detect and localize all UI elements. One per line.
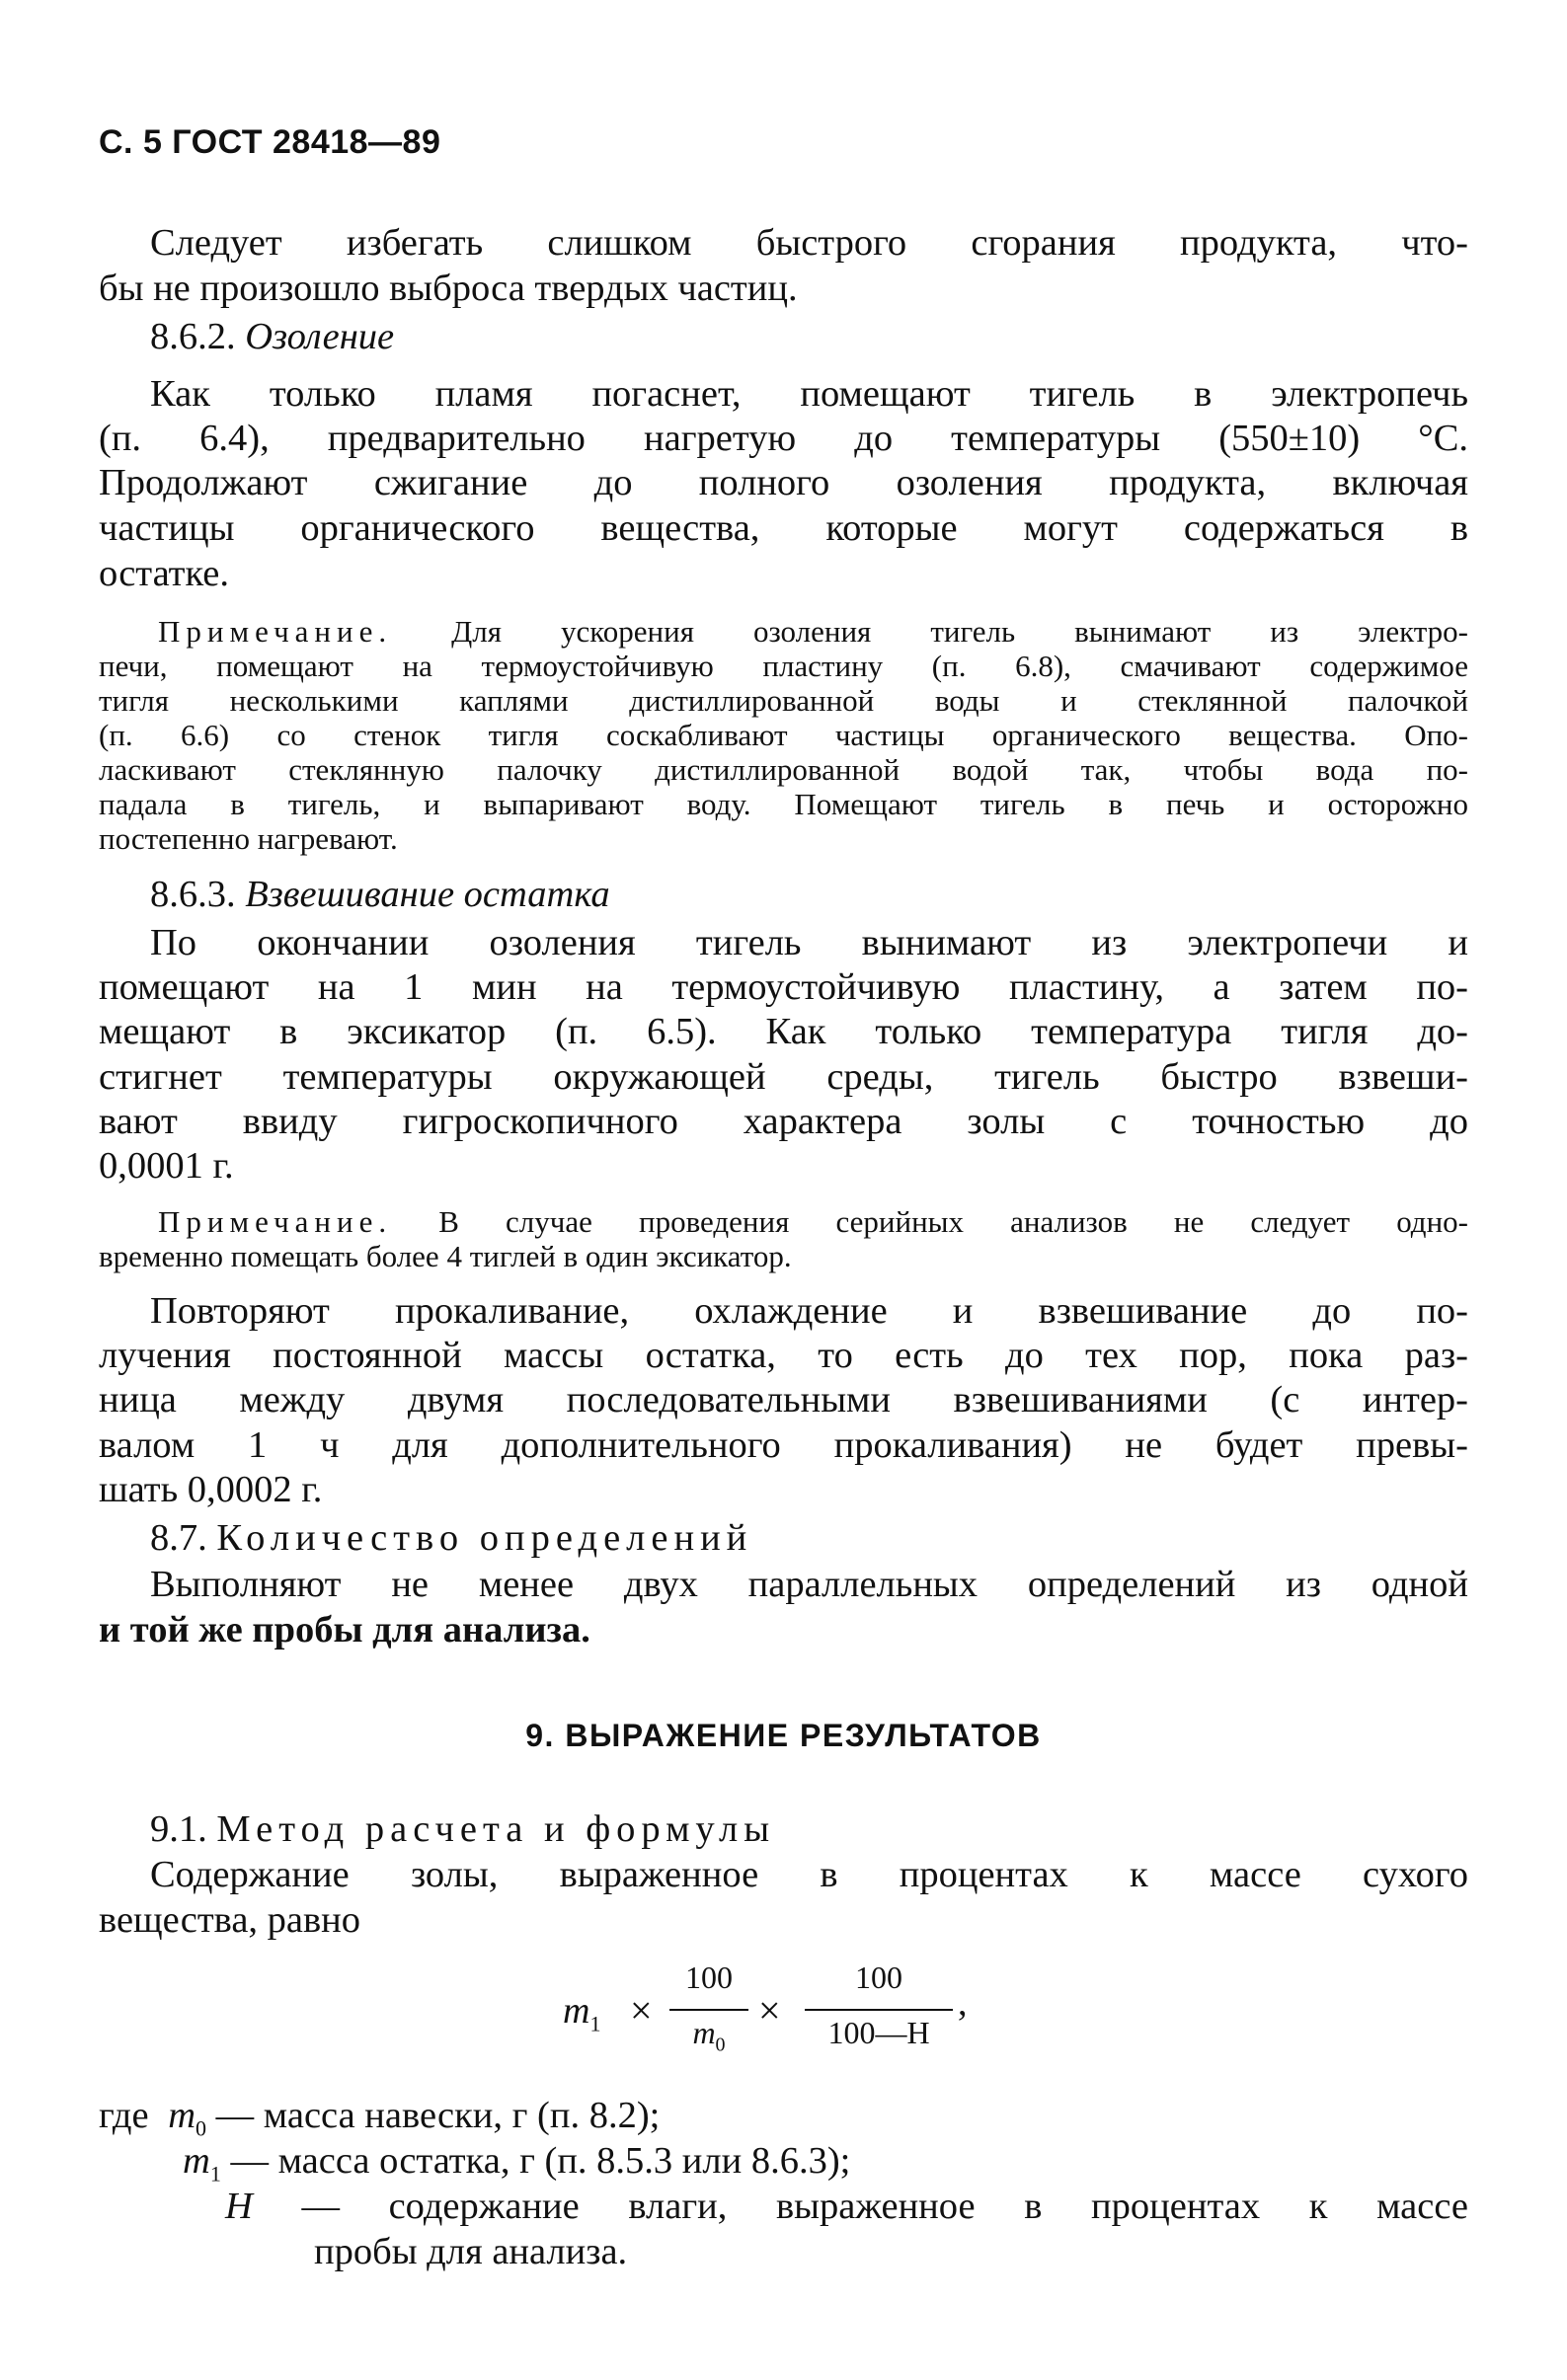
formula-m1: $m_1$ <box>563 1990 601 2036</box>
section-title: Взвешивание остатка <box>245 874 610 915</box>
paragraph-line: Повторяют прокаливание, охлаждение и взвешивание до по- <box>150 1290 1468 1332</box>
paragraph-line: Как только пламя погаснет, помещают тигель в электропечь <box>150 373 1468 415</box>
formula-comma: , <box>958 1982 968 2024</box>
note-label: Примечание. <box>158 1204 393 1239</box>
note-line: (п. 6.6) со стенок тигля соскабливают частицы органического вещества. Опо- <box>99 718 1468 752</box>
section-number: 8.6.3. <box>150 874 236 915</box>
section-heading-9: 9. ВЫРАЖЕНИЕ РЕЗУЛЬТАТОВ <box>525 1718 1042 1753</box>
paragraph-line: шать 0,0002 г. <box>99 1469 323 1510</box>
note-line: печи, помещают на термоустойчивую пластину (п. 6.8), смачивают содержимое <box>99 649 1468 683</box>
section-number: 9.1. <box>150 1808 207 1850</box>
section-title: Количество определений <box>216 1517 753 1559</box>
note-line: временно помещать более 4 тиглей в один эксикатор. <box>99 1239 792 1273</box>
definition-m1: — масса остатка, г (п. 8.5.3 или 8.6.3); <box>230 2140 851 2182</box>
paragraph-line: ница между двумя последовательными взвешиваниями (с интер- <box>99 1379 1468 1420</box>
formula-times-sign: × <box>758 1988 781 2033</box>
paragraph-line: лучения постоянной массы остатка, то есть до тех пор, пока раз- <box>99 1335 1468 1376</box>
paragraph-line: Продолжают сжигание до полного озоления продукта, включая <box>99 462 1468 503</box>
paragraph-line: 0,0001 г. <box>99 1145 234 1187</box>
section-title: Метод расчета и формулы <box>216 1808 776 1850</box>
formula-fraction-bar-1 <box>669 2009 748 2011</box>
paragraph-line: Выполняют не менее двух параллельных определений из одной <box>150 1564 1468 1605</box>
section-heading-9-1 <box>150 1806 775 1852</box>
note-text: В случае проведения серийных анализов не следует одно- <box>438 1204 1468 1239</box>
definition-h: — содержание влаги, выраженное в процентах к массе <box>301 2186 1468 2227</box>
note-line: тигля несколькими каплями дистиллированной воды и стеклянной палочкой <box>99 683 1468 718</box>
page-header: С. 5 ГОСТ 28418—89 <box>99 123 441 161</box>
definition-m0: — масса навески, г (п. 8.2); <box>215 2095 661 2136</box>
formula-numerator-1: 100 <box>685 1959 733 1995</box>
paragraph-line: стигнет температуры окружающей среды, тигель быстро взвеши- <box>99 1056 1468 1098</box>
formula-fraction-bar-2 <box>805 2009 953 2011</box>
paragraph-line: помещают на 1 мин на термоустойчивую пластину, а затем по- <box>99 966 1468 1008</box>
note-line: постепенно нагревают. <box>99 821 398 856</box>
note-line: ласкивают стеклянную палочку дистиллированной водой так, чтобы вода по- <box>99 752 1468 787</box>
formula-denominator-1: $m_0$ <box>692 2015 726 2056</box>
where-line-h-cont: пробы для анализа. <box>314 2231 628 2272</box>
paragraph-line: бы не произошло выброса твердых частиц. <box>99 268 798 309</box>
paragraph-line: валом 1 ч для дополнительного прокаливания) не будет превы- <box>99 1424 1468 1466</box>
symbol-m0: m <box>168 2095 196 2136</box>
paragraph-line: и той же пробы для анализа. <box>99 1609 590 1651</box>
section-heading-8-7 <box>150 1515 752 1561</box>
paragraph-line: Следует избегать слишком быстрого сгорания продукта, что- <box>150 222 1468 264</box>
paragraph-line: частицы органического вещества, которые могут содержаться в <box>99 507 1468 549</box>
paragraph-line: вещества, равно <box>99 1899 361 1941</box>
symbol-m1: m <box>183 2140 210 2182</box>
ash-content-formula <box>553 1959 1007 2068</box>
section-heading-8-6-3 <box>150 872 610 917</box>
section-number: 8.6.2. <box>150 316 236 357</box>
section-heading-8-6-2 <box>150 314 394 359</box>
note-line <box>158 1204 1468 1240</box>
where-line-m1: $m_1$ — масса остатка, г (п. 8.5.3 или 8.6.3); <box>183 2140 851 2187</box>
section-number: 8.7. <box>150 1517 207 1559</box>
formula-numerator-2: 100 <box>855 1959 902 1995</box>
section-title: Озоление <box>245 316 395 357</box>
formula-denominator-2: 100—H <box>827 2015 930 2050</box>
paragraph-line: Содержание золы, выраженное в процентах к массе сухого <box>150 1854 1468 1895</box>
formula-times-sign: × <box>630 1988 653 2033</box>
where-line-m0: где $m_0$ — масса навески, г (п. 8.2); <box>99 2095 661 2141</box>
note-text: Для ускорения озоления тигель вынимают из электро- <box>451 614 1468 649</box>
note-line <box>158 614 1468 650</box>
note-line: падала в тигель, и выпаривают воду. Помещают тигель в печь и осторожно <box>99 787 1468 821</box>
where-line-h <box>225 2184 1468 2229</box>
paragraph-line: мещают в эксикатор (п. 6.5). Как только температура тигля до- <box>99 1011 1468 1052</box>
paragraph-line: (п. 6.4), предварительно нагретую до температуры (550±10) °С. <box>99 418 1468 459</box>
symbol-h: H <box>225 2186 253 2227</box>
paragraph-line: По окончании озоления тигель вынимают из электропечи и <box>150 922 1468 963</box>
note-label: Примечание. <box>158 614 393 649</box>
paragraph-line: вают ввиду гигроскопичного характера золы с точностью до <box>99 1101 1468 1142</box>
where-lead: где <box>99 2095 149 2136</box>
paragraph-line: остатке. <box>99 553 229 594</box>
